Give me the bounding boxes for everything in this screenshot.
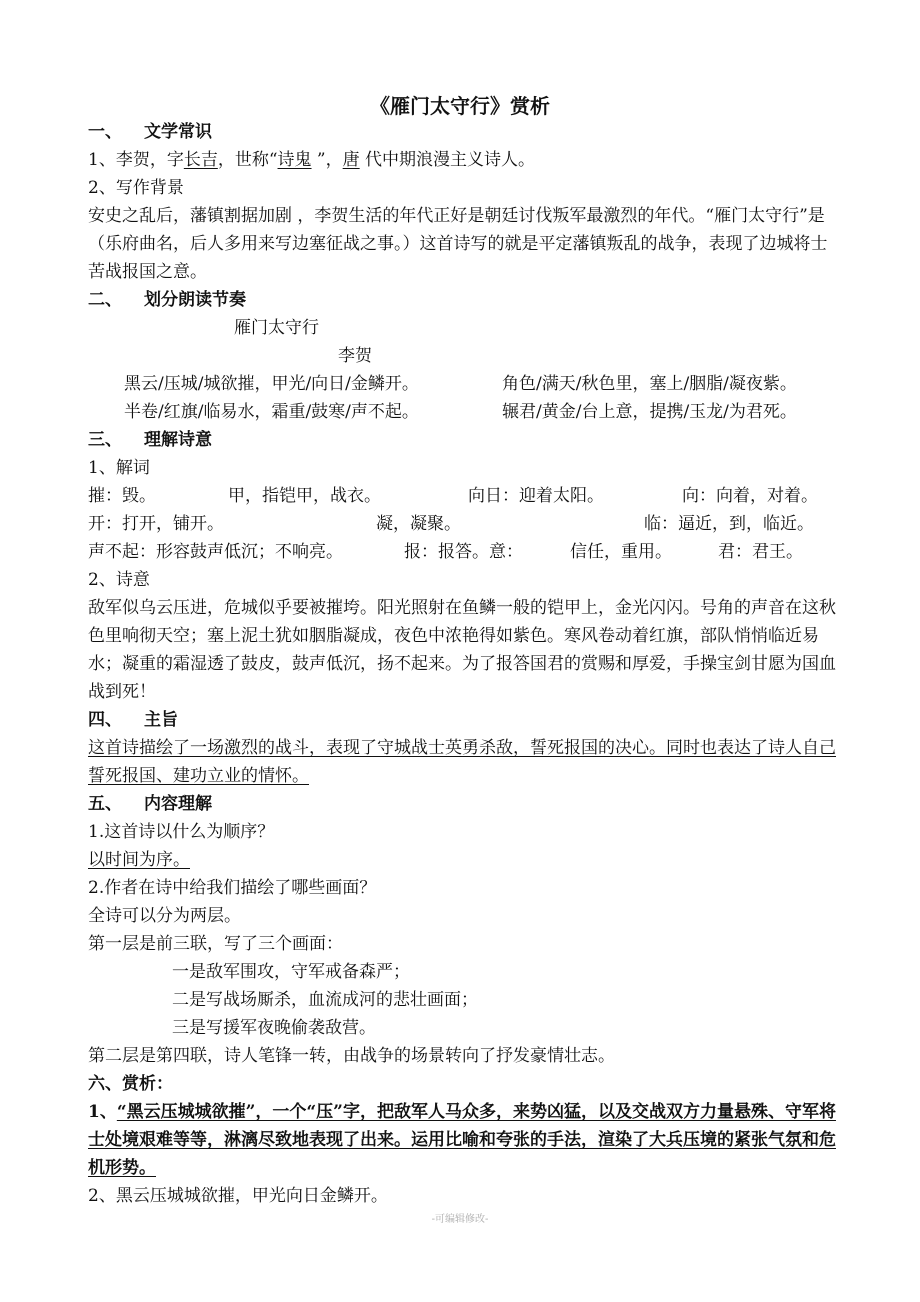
answer-2-scene: 三是写援军夜晚偷袭敌营。 <box>172 1018 376 1038</box>
answer-2-scene: 一是敌军围攻，守军戒备森严； <box>172 962 410 982</box>
vocab-item: 摧：毁。 <box>88 486 156 506</box>
background-subheading: 2、写作背景 <box>88 178 184 198</box>
appreciation-2: 2、黑云压城城欲摧，甲光向日金鳞开。 <box>88 1186 388 1206</box>
vocab-item: 报：报答。意： <box>404 542 523 562</box>
meaning-subheading: 2、诗意 <box>88 570 150 590</box>
poem-line-2: 角色/满天/秋色里，塞上/胭脂/凝夜紫。 <box>502 374 797 394</box>
poem-line-1: 黑云/压城/城欲摧，甲光/向日/金鳞开。 <box>124 374 419 394</box>
theme-paragraph: 这首诗描绘了一场激烈的战斗，表现了守城战士英勇杀敌，誓死报国的决心。同时也表达了诗人自己誓死报国、建功立业的情怀。 <box>88 738 836 786</box>
answer-1: 以时间为序。 <box>88 850 190 870</box>
page-footer: -可编辑修改- <box>431 1214 489 1225</box>
section-6-heading: 六、赏析： <box>88 1074 173 1094</box>
section-3-heading: 三、 理解诗意 <box>88 430 212 450</box>
poem-line-3: 半卷/红旗/临易水，霜重/鼓寒/声不起。 <box>124 402 419 422</box>
answer-2-scene: 二是写战场厮杀，血流成河的悲壮画面； <box>172 990 478 1010</box>
question-2: 2.作者在诗中给我们描绘了哪些画面？ <box>88 878 377 898</box>
meaning-paragraph: 敌军似乌云压进，危城似乎要被摧垮。阳光照射在鱼鳞一般的铠甲上，金光闪闪。号角的声音在这秋色里响彻天空；塞上泥土犹如胭脂凝成，夜色中浓艳得如紫色。寒风卷动着红旗，部队悄悄临近易水；凝重的霜湿透了鼓皮，鼓声低沉，扬不起来。为了报答国君的赏赐和厚爱，手操宝剑甘愿为国血战到死！ <box>88 598 836 702</box>
appreciation-1: 1、“黑云压城城欲摧”，一个“压”字，把敌军人马众多，来势凶猛，以及交战双方力量悬殊、守军将士处境艰难等等，淋漓尽致地表现了出来。运用比喻和夸张的手法，渲染了大兵压境的紧张气氛和危机形势。 <box>88 1102 836 1178</box>
vocab-item: 向：向着，对着。 <box>682 486 818 506</box>
doc-title: 《雁门太守行》赏析 <box>370 94 550 118</box>
poem-line-4: 辗君/黄金/台上意，提携/玉龙/为君死。 <box>502 402 797 422</box>
vocab-item: 开：打开，铺开。 <box>88 514 224 534</box>
answer-2-line: 第一层是前三联，写了三个画面： <box>88 934 343 954</box>
vocab-item: 临：逼近，到，临近。 <box>644 514 814 534</box>
vocab-item: 信任，重用。 <box>570 542 672 562</box>
section-4-heading: 四、 主旨 <box>88 710 178 730</box>
author-info-line: 1、李贺，字长吉，世称“诗鬼 ”，唐 代中期浪漫主义诗人。 <box>88 150 536 170</box>
answer-2-line: 全诗可以分为两层。 <box>88 906 241 926</box>
vocab-item: 向日：迎着太阳。 <box>468 486 604 506</box>
section-1-heading: 一、 文学常识 <box>88 122 212 142</box>
poem-author: 李贺 <box>338 346 372 366</box>
vocab-item: 凝，凝聚。 <box>376 514 461 534</box>
poem-title: 雁门太守行 <box>234 318 319 338</box>
vocab-item: 君：君王。 <box>718 542 803 562</box>
background-paragraph: 安史之乱后，藩镇割据加剧 ，李贺生活的年代正好是朝廷讨伐叛军最激烈的年代。“雁门太守行”是（乐府曲名，后人多用来写边塞征战之事。）这首诗写的就是平定藩镇叛乱的战争，表现了边城将士苦战报国之意。 <box>88 206 828 282</box>
vocab-subheading: 1、解词 <box>88 458 150 478</box>
answer-2-line: 第二层是第四联，诗人笔锋一转，由战争的场景转向了抒发豪情壮志。 <box>88 1046 615 1066</box>
question-1: 1.这首诗以什么为顺序？ <box>88 822 275 842</box>
vocab-item: 甲，指铠甲，战衣。 <box>228 486 381 506</box>
section-5-heading: 五、 内容理解 <box>88 794 212 814</box>
section-2-heading: 二、 划分朗读节奏 <box>88 290 246 310</box>
vocab-item: 声不起：形容鼓声低沉；不响亮。 <box>88 542 343 562</box>
